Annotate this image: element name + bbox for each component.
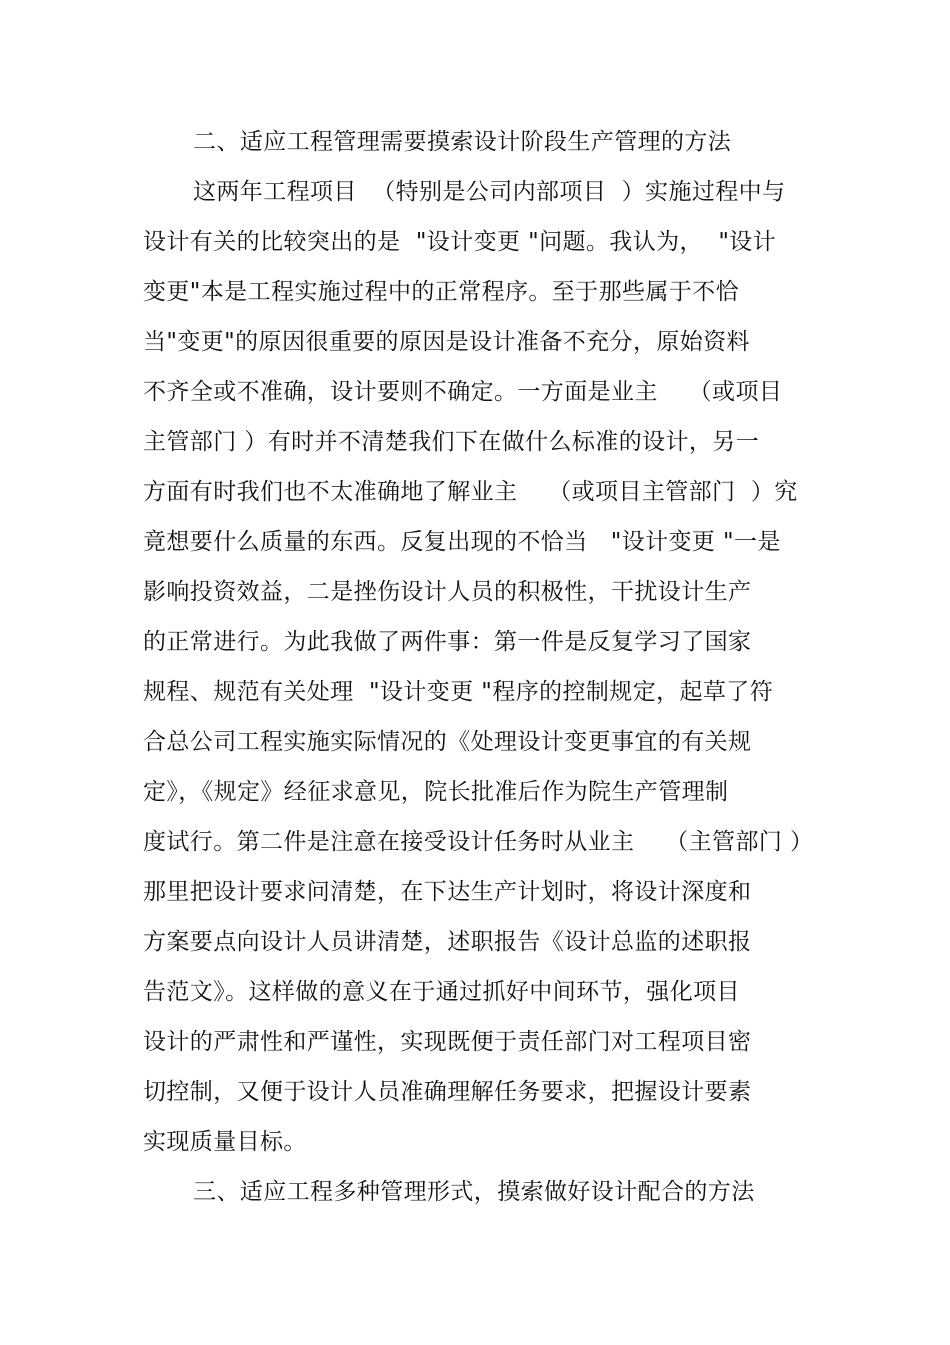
paragraph-line: 这两年工程项目 （特别是公司内部项目 ）实施过程中与 bbox=[193, 179, 786, 205]
paragraph-line: 合总公司工程实施实际情况的《处理设计变更事宜的有关规 bbox=[143, 729, 752, 755]
paragraph-line: 度试行。第二件是注意在接受设计任务时从业主 （主管部门 ） bbox=[143, 829, 814, 855]
paragraph-line: 影响投资效益，二是挫伤设计人员的积极性，干扰设计生产 bbox=[143, 579, 752, 605]
paragraph-line: 那里把设计要求问清楚，在下达生产计划时，将设计深度和 bbox=[143, 879, 752, 905]
paragraph-line: 切控制，又便于设计人员准确理解任务要求，把握设计要素 bbox=[143, 1079, 752, 1105]
paragraph-line: 方面有时我们也不太准确地了解业主 （或项目主管部门 ）究 bbox=[143, 479, 798, 505]
paragraph-line: 的正常进行。为此我做了两件事：第一件是反复学习了国家 bbox=[143, 629, 752, 655]
section-heading-3: 三、适应工程多种管理形式，摸索做好设计配合的方法 bbox=[193, 1179, 755, 1205]
paragraph-line: 变更"本是工程实施过程中的正常程序。至于那些属于不恰 bbox=[143, 279, 739, 305]
paragraph-line: 设计有关的比较突出的是 "设计变更 "问题。我认为， "设计 bbox=[143, 229, 777, 255]
paragraph-line: 不齐全或不准确，设计要则不确定。一方面是业主 （或项目 bbox=[143, 379, 783, 405]
paragraph-line: 定》，《规定》经征求意见，院长批准后作为院生产管理制 bbox=[143, 779, 729, 805]
paragraph-line: 竟想要什么质量的东西。反复出现的不恰当 "设计变更 "一是 bbox=[143, 529, 781, 555]
paragraph-line: 告范文》。这样做的意义在于通过抓好中间环节，强化项目 bbox=[143, 979, 740, 1005]
paragraph-line: 设计的严肃性和严谨性，实现既便于责任部门对工程项目密 bbox=[143, 1029, 752, 1055]
paragraph-line: 规程、规范有关处理 "设计变更 "程序的控制规定，起草了符 bbox=[143, 679, 774, 705]
paragraph-line: 当"变更"的原因很重要的原因是设计准备不充分，原始资料 bbox=[143, 329, 750, 355]
paragraph-line: 方案要点向设计人员讲清楚，述职报告《设计总监的述职报 bbox=[143, 929, 752, 955]
section-heading-2: 二、适应工程管理需要摸索设计阶段生产管理的方法 bbox=[193, 129, 732, 155]
paragraph-line: 实现质量目标。 bbox=[143, 1129, 307, 1155]
paragraph-line: 主管部门 ）有时并不清楚我们下在做什么标准的设计，另一 bbox=[143, 429, 760, 455]
